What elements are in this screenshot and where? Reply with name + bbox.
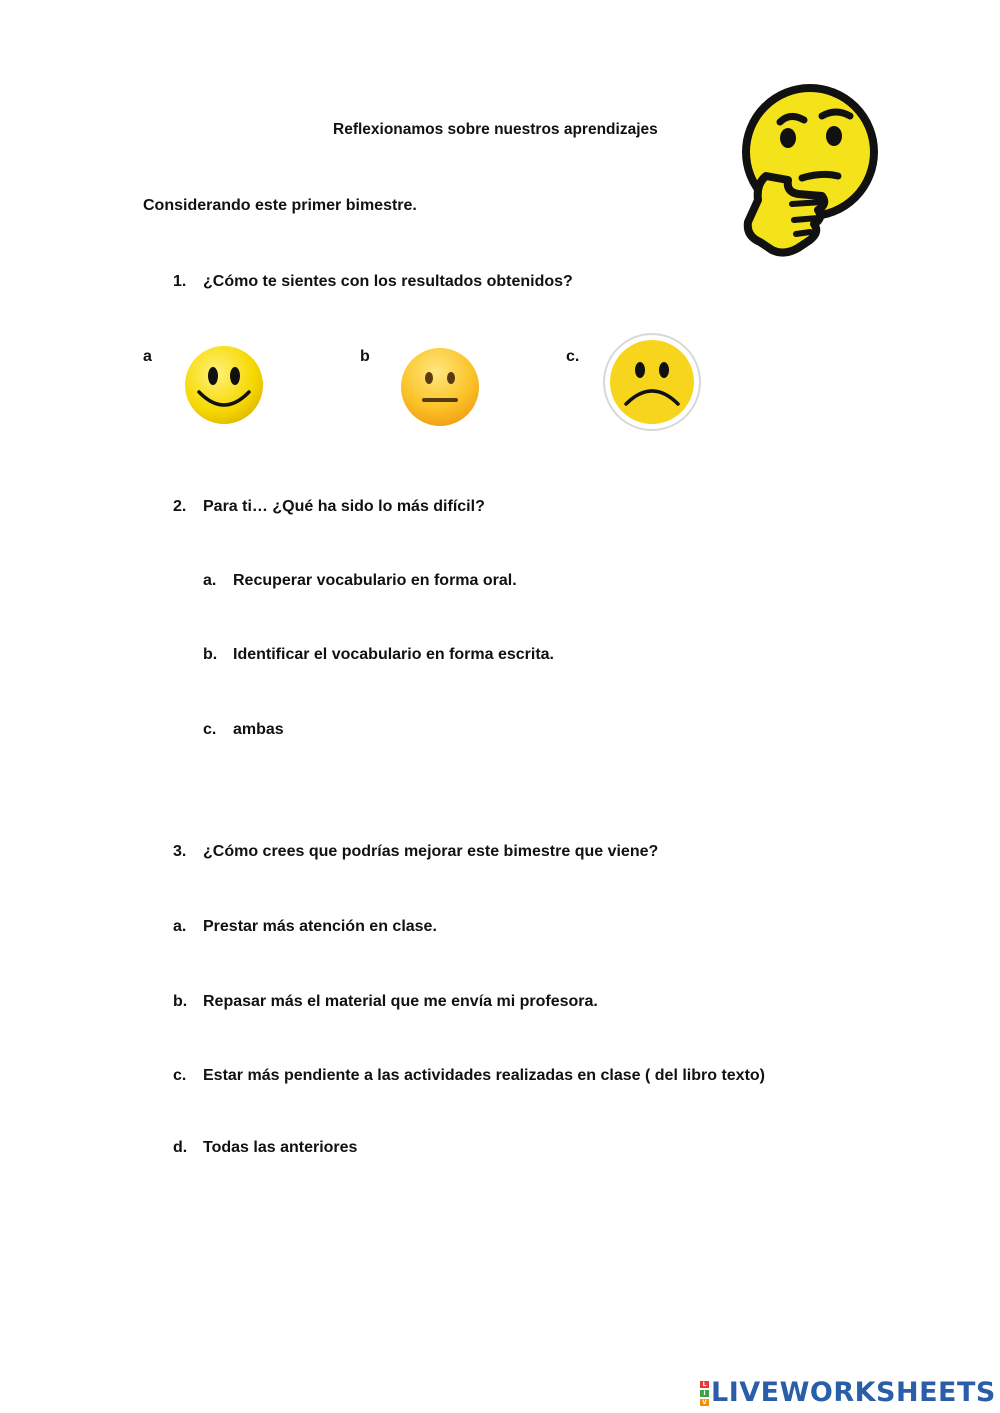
brand-name: LIVEWORKSHEETS [711, 1377, 996, 1408]
question-text: ¿Cómo te sientes con los resultados obtenidos? [203, 273, 573, 290]
answer-option[interactable] [173, 1138, 357, 1158]
live-badge-icon [700, 1380, 709, 1407]
badge-letter: V [700, 1399, 709, 1406]
answer-option[interactable] [203, 720, 284, 740]
question-3 [173, 842, 658, 862]
thinking-face-icon [738, 80, 883, 260]
question-number: 2. [173, 498, 187, 515]
option-label: b. [173, 993, 188, 1010]
option-label: d. [173, 1139, 188, 1156]
option-label: c. [173, 1067, 187, 1084]
question-text: ¿Cómo crees que podrías mejorar este bimestre que viene? [203, 843, 659, 860]
option-text: Prestar más atención en clase. [203, 918, 437, 935]
option-label: a. [173, 918, 187, 935]
option-label: b [360, 348, 370, 365]
question-2 [173, 497, 485, 517]
badge-letter: I [700, 1390, 709, 1397]
badge-letter: L [700, 1381, 709, 1388]
sad-face-icon[interactable] [602, 332, 702, 432]
option-text: ambas [233, 721, 284, 738]
option-label: c. [203, 721, 217, 738]
option-label: c. [566, 348, 580, 365]
smiling-face-icon[interactable] [183, 344, 265, 426]
answer-option[interactable] [203, 571, 517, 591]
neutral-face-icon[interactable] [399, 346, 481, 428]
question-number: 1. [173, 273, 187, 290]
option-text: Estar más pendiente a las actividades realizadas en clase ( del libro texto) [203, 1067, 766, 1084]
intro-text: Considerando este primer bimestre. [143, 197, 417, 214]
option-label: a. [203, 572, 217, 589]
option-label: a [143, 348, 152, 365]
option-label: b. [203, 646, 218, 663]
question-number: 3. [173, 843, 187, 860]
option-text: Todas las anteriores [203, 1139, 358, 1156]
answer-option[interactable] [173, 992, 598, 1012]
question-text: Para ti… ¿Qué ha sido lo más difícil? [203, 498, 485, 515]
answer-option[interactable] [173, 1066, 765, 1086]
option-text: Identificar el vocabulario en forma escrita. [233, 646, 554, 663]
page-title: Reflexionamos sobre nuestros aprendizajes [333, 121, 658, 138]
question-1 [173, 272, 573, 292]
answer-option[interactable] [173, 917, 437, 937]
option-text: Recuperar vocabulario en forma oral. [233, 572, 517, 589]
answer-option[interactable] [203, 645, 554, 665]
liveworksheets-logo[interactable] [700, 1376, 996, 1410]
option-text: Repasar más el material que me envía mi profesora. [203, 993, 598, 1010]
